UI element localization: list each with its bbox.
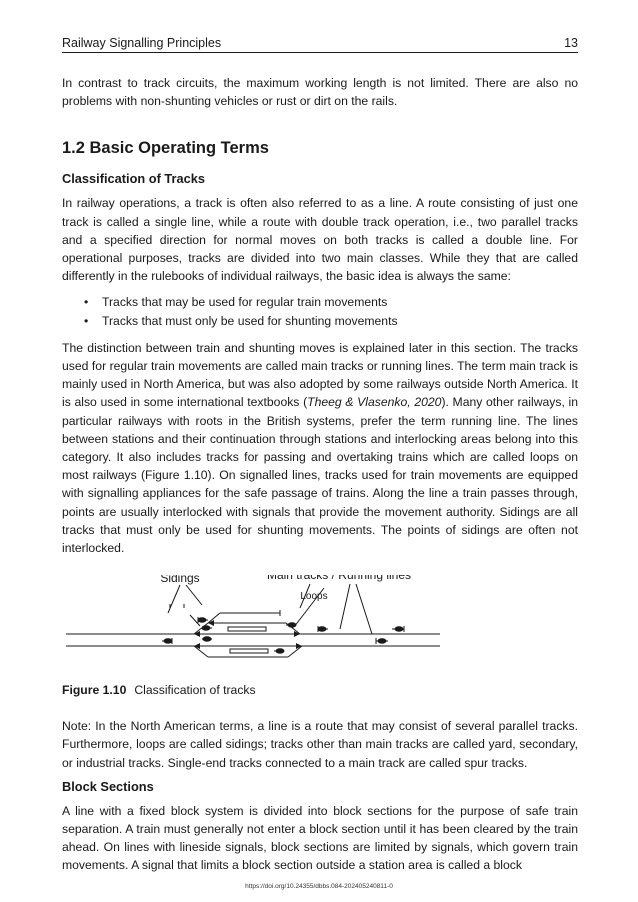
figure-caption bbox=[62, 681, 578, 699]
section-heading: 1.2 Basic Operating Terms bbox=[62, 139, 269, 158]
signal-icon bbox=[318, 626, 328, 632]
running-header bbox=[62, 36, 578, 53]
bullet-icon: • bbox=[84, 313, 89, 328]
distinction-paragraph bbox=[62, 339, 578, 557]
loop-lower-right-turnout bbox=[288, 646, 302, 657]
track-class-list bbox=[62, 293, 578, 329]
distinction-text-1: The distinction between train and shunting moves is explained later in this section. The tracks used for regular train movements are called main tracks or running lines. The term main track is mainly used in North America, but was also adopted by some railways outside North America. It is also used in some international textbooks ( bbox=[62, 340, 578, 410]
figure-number: Figure 1.10 bbox=[62, 683, 127, 698]
citation: Theeg & Vlasenko, 2020 bbox=[307, 395, 442, 410]
list-item bbox=[62, 312, 578, 330]
leader-main-2 bbox=[340, 584, 350, 629]
header-title: Railway Signalling Principles bbox=[62, 36, 222, 50]
list-item-text: Tracks that may be used for regular train movements bbox=[102, 295, 388, 310]
signal-icon bbox=[202, 626, 212, 630]
block-paragraph: A line with a fixed block system is divided into block sections for the purpose of safe train separation. A train must generally not enter a block section until it has been cleared by the train ahead. On lines with lineside signals, block sections are limited by signals, which govern train movements. A signal that limits a block section outside a station area is called a block bbox=[62, 803, 578, 873]
label-main-tracks: Main tracks / Running lines bbox=[266, 575, 412, 583]
leader-main-3 bbox=[356, 584, 372, 634]
signal-icon bbox=[162, 638, 172, 644]
intro-paragraph: In contrast to track circuits, the maximum working length is not limited. There are also no problems with non-shunting vehicles or rust or dirt on the rails. bbox=[62, 76, 578, 109]
note-paragraph: Note: In the North American terms, a line is a route that may consist of several parallel tracks. Furthermore, loops are called sidings; tracks other than main tracks are called yard, secondary, or industrial tracks. Single-end tracks connected to a main track are called spur tracks. bbox=[62, 719, 578, 770]
tracks-paragraph: In railway operations, a track is often also referred to as a line. A route consisting of just one track is called a single line, while a route with double track operation, i.e., two parallel tracks and a specified direction for normal moves on both tracks is called a double line. For operational purposes, tracks are divided into two main classes. While they that are called differently in the rulebooks of individual railways, the basic idea is always the same: bbox=[62, 196, 578, 284]
track-diagram bbox=[62, 575, 578, 667]
signal-icon bbox=[274, 649, 284, 653]
doi-footer: https://doi.org/10.24355/dbbs.084-202405240811-0 bbox=[245, 883, 393, 890]
subsection-heading-block: Block Sections bbox=[62, 778, 154, 794]
signal-icon bbox=[286, 623, 296, 627]
signal-icon bbox=[376, 638, 388, 644]
signal-icon bbox=[198, 617, 208, 623]
platform-lower bbox=[230, 649, 268, 653]
label-loops: Loops bbox=[300, 591, 328, 603]
label-sidings: Sidings bbox=[160, 575, 200, 586]
leader-sidings-2 bbox=[186, 585, 202, 605]
list-item bbox=[62, 293, 578, 311]
signal-icon bbox=[202, 637, 212, 641]
figure-caption-text: Classification of tracks bbox=[134, 683, 256, 698]
subsection-heading-tracks: Classification of Tracks bbox=[62, 171, 205, 187]
loop-lower-left-turnout bbox=[194, 646, 208, 657]
track-diagram-figure bbox=[62, 575, 578, 667]
platform-upper bbox=[228, 627, 266, 631]
page-body bbox=[62, 74, 578, 875]
leader-sidings-1 bbox=[168, 585, 180, 613]
page-number: 13 bbox=[564, 36, 578, 50]
signal-icon bbox=[392, 626, 404, 632]
bullet-icon: • bbox=[84, 295, 89, 310]
list-item-text: Tracks that must only be used for shunting movements bbox=[102, 313, 398, 328]
distinction-text-2: ). Many other railways, in particular railways with roots in the British systems, prefer the term running line. The lines between stations and their continuation through stations and interlocking areas belong into this category. It also includes tracks for passing and overtaking trains which are called loops on most railways (Figure 1.10). On signalled lines, tracks used for train movements are equipped with signalling appliances for the safe passage of trains. Along the line a train passes through, points are usually interlocked with signals that provide the movement authority. Sidings are all tracks that must only be used for shunting movements. The points of sidings are often not interlocked. bbox=[62, 395, 578, 556]
